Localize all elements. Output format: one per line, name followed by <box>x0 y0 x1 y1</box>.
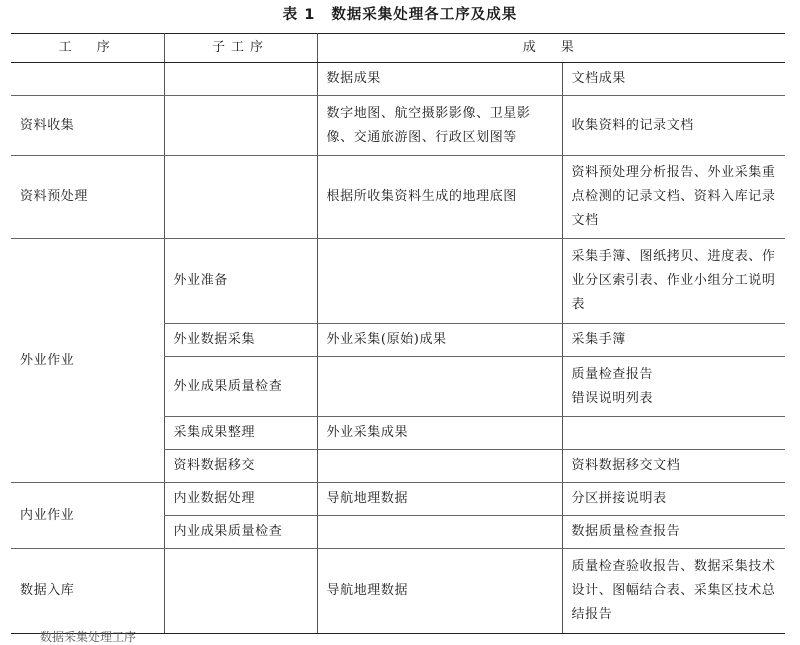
subheader-doc-results: 文档成果 <box>562 63 785 96</box>
cell-process: 外业作业 <box>11 239 164 483</box>
process-results-table <box>11 33 785 634</box>
cell-doc: 质量检查验收报告、数据采集技术设计、图幅结合表、采集区技术总结报告 <box>562 549 785 634</box>
cell-doc: 资料预处理分析报告、外业采集重点检测的记录文档、资料入库记录文档 <box>562 156 785 239</box>
cell-data <box>317 516 562 549</box>
cell-doc: 采集手簿、图纸拷贝、进度表、作业分区索引表、作业小组分工说明表 <box>562 239 785 324</box>
header-results: 成 果 <box>317 34 785 63</box>
cell-doc <box>562 357 785 417</box>
cell-process: 资料收集 <box>11 96 164 156</box>
cell-data: 导航地理数据 <box>317 549 562 634</box>
cell-data <box>317 239 562 324</box>
cell-doc: 收集资料的记录文档 <box>562 96 785 156</box>
subheader-row <box>11 63 785 96</box>
cell-sub <box>164 96 317 156</box>
cell-data <box>317 450 562 483</box>
table-row <box>11 483 785 516</box>
table-header-row <box>11 34 785 63</box>
cell-data: 外业采集(原始)成果 <box>317 324 562 357</box>
cell-doc <box>562 417 785 450</box>
header-sub-process: 子工序 <box>164 34 317 63</box>
cell-doc: 资料数据移交文档 <box>562 450 785 483</box>
cell-doc: 数据质量检查报告 <box>562 516 785 549</box>
table-row <box>11 156 785 239</box>
cell-process: 内业作业 <box>11 483 164 549</box>
cell-doc-line-1: 质量检查报告 <box>571 366 654 382</box>
cell-doc: 采集手簿 <box>562 324 785 357</box>
cell-doc-line-2: 错误说明列表 <box>571 390 654 406</box>
cell-data: 根据所收集资料生成的地理底图 <box>317 156 562 239</box>
table-row <box>11 96 785 156</box>
subheader-empty-1 <box>11 63 164 96</box>
table-title: 数据采集处理各工序及成果 <box>331 7 518 23</box>
cell-sub: 内业成果质量检查 <box>164 516 317 549</box>
table-caption <box>0 3 800 24</box>
footer-text: 数据采集处理工序 <box>40 630 137 644</box>
cell-data: 数字地图、航空摄影影像、卫星影像、交通旅游图、行政区划图等 <box>317 96 562 156</box>
cell-data <box>317 357 562 417</box>
subheader-empty-2 <box>164 63 317 96</box>
cell-sub: 采集成果整理 <box>164 417 317 450</box>
cell-sub: 外业准备 <box>164 239 317 324</box>
cell-sub: 外业数据采集 <box>164 324 317 357</box>
cell-process: 资料预处理 <box>11 156 164 239</box>
cell-sub: 资料数据移交 <box>164 450 317 483</box>
cell-doc: 分区拼接说明表 <box>562 483 785 516</box>
cell-sub: 内业数据处理 <box>164 483 317 516</box>
table-row <box>11 239 785 324</box>
cell-sub: 外业成果质量检查 <box>164 357 317 417</box>
table-number: 表 1 <box>282 7 316 23</box>
subheader-data-results: 数据成果 <box>317 63 562 96</box>
cell-sub <box>164 549 317 634</box>
cell-process: 数据入库 <box>11 549 164 634</box>
cell-data: 导航地理数据 <box>317 483 562 516</box>
table-row <box>11 549 785 634</box>
cell-sub <box>164 156 317 239</box>
header-process: 工 序 <box>11 34 164 63</box>
cell-data: 外业采集成果 <box>317 417 562 450</box>
